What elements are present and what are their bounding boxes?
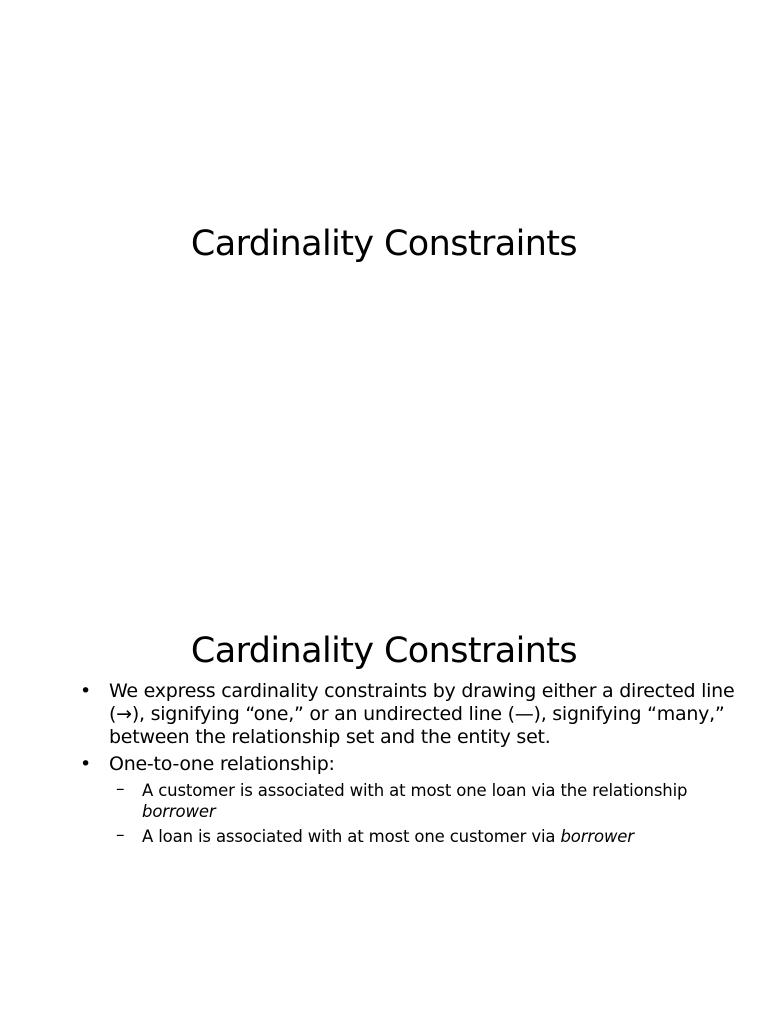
sub-bullet-dash-icon: – [116, 779, 125, 799]
sub-bullet-text: A loan is associated with at most one customer via [142, 827, 561, 846]
bullet-text: One-to-one relationship: [109, 753, 335, 775]
sub-bullet-text: A customer is associated with at most one loan via the relationship [142, 781, 688, 800]
sub-bullet-list [109, 780, 738, 847]
sub-item-customer-loan [109, 780, 738, 822]
bullet-dot-icon: • [80, 680, 91, 702]
slide-2-title: Cardinality Constraints [190, 631, 578, 671]
slide-1-title: Cardinality Constraints [190, 224, 578, 264]
bullet-item-one-to-one [78, 753, 738, 847]
bullet-text: We express cardinality constraints by drawing either a directed line (→), signifying “one,” or an undirected line (—), signifying “many,” between the relationship set and the entity set. [109, 680, 735, 748]
bullet-item-cardinality-lines [78, 680, 738, 749]
sub-bullet-italic: borrower [142, 802, 216, 821]
sub-bullet-dash-icon: – [116, 825, 125, 845]
sub-item-loan-customer [109, 826, 738, 847]
bullet-dot-icon: • [80, 753, 91, 775]
sub-bullet-italic: borrower [560, 827, 634, 846]
bullet-list [78, 680, 738, 851]
